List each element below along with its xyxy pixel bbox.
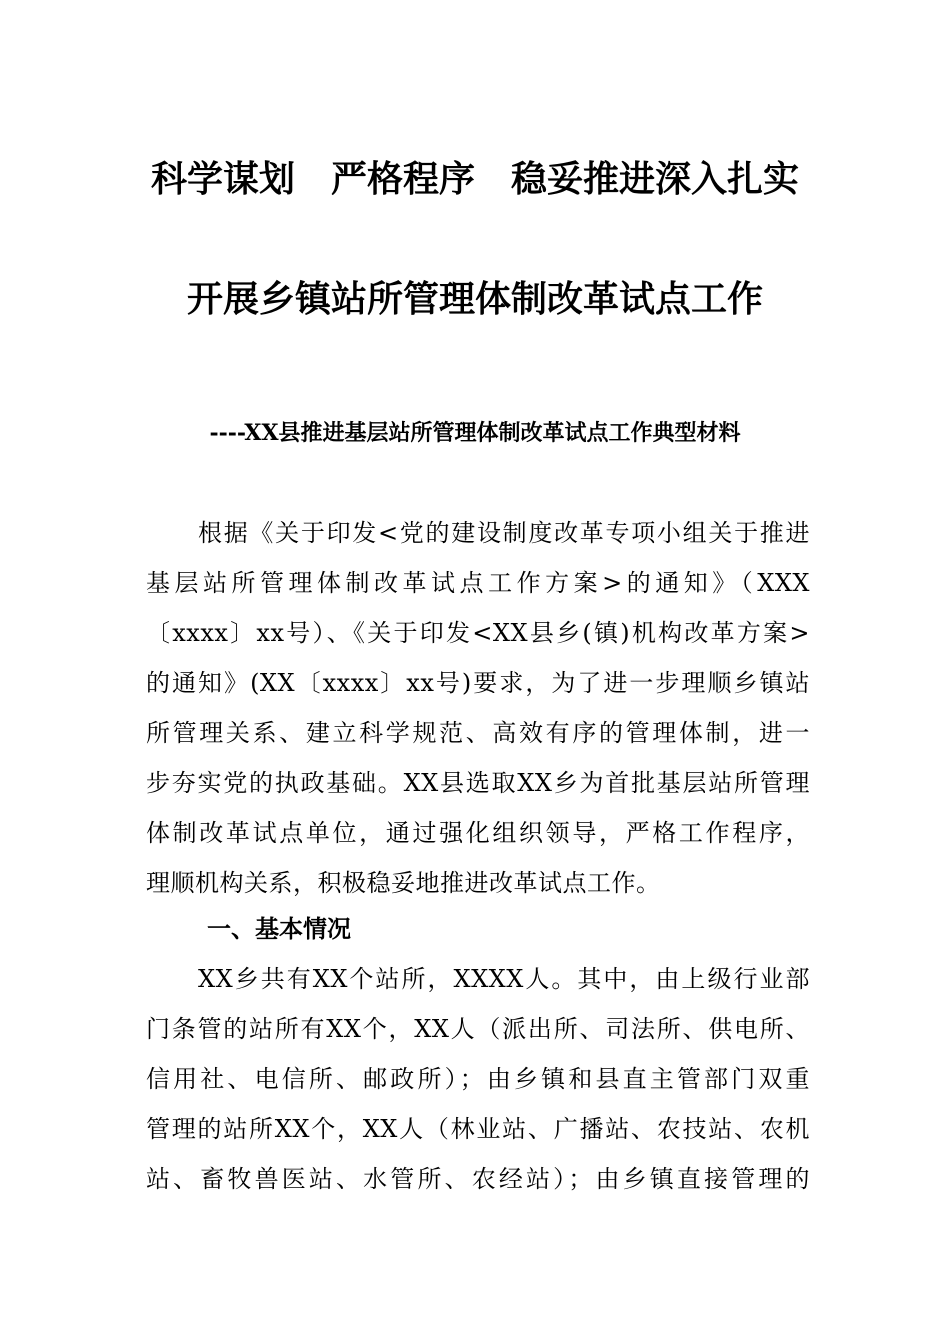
document-title-line-1: 科学谋划 严格程序 稳妥推进深入扎实 [150,159,799,200]
paragraph-line: 理顺机构关系，积极稳妥地推进改革试点工作。 [146,869,661,897]
paragraph-line: 管理的站所XX个，XX人（林业站、广播站、农技站、农机 [146,1115,810,1143]
section-heading-basic-situation: 一、基本情况 [207,915,351,943]
paragraph-intro [146,508,810,908]
paragraph-line: 体制改革试点单位，通过强化组织领导，严格工作程序， [146,819,810,847]
paragraph-line: 站、畜牧兽医站、水管所、农经站）；由乡镇直接管理的 [146,1165,810,1193]
paragraph-line: 基层站所管理体制改革试点工作方案>的通知》（XXX [146,569,810,597]
paragraph-line: 步夯实党的执政基础。XX县选取XX乡为首批基层站所管理 [146,769,810,797]
paragraph-line: 根据《关于印发<党的建设制度改革专项小组关于推进 [198,519,810,547]
paragraph-basic-situation [146,954,810,1204]
paragraph-line: 〔xxxx〕xx号）、《关于印发<XX县乡(镇)机构改革方案> [146,619,810,647]
paragraph-line: 门条管的站所有XX个，XX人（派出所、司法所、供电所、 [146,1015,810,1043]
document-title-line-2: 开展乡镇站所管理体制改革试点工作 [186,279,763,320]
paragraph-line: 所管理关系、建立科学规范、高效有序的管理体制，进一 [146,719,810,747]
paragraph-line: 信用社、电信所、邮政所）；由乡镇和县直主管部门双重 [146,1065,810,1093]
document-subtitle: ----XX县推进基层站所管理体制改革试点工作典型材料 [209,420,741,446]
paragraph-line: XX乡共有XX个站所，XXXX人。其中，由上级行业部 [198,965,810,993]
paragraph-line: 的通知》(XX〔xxxx〕xx号)要求，为了进一步理顺乡镇站 [146,669,810,697]
